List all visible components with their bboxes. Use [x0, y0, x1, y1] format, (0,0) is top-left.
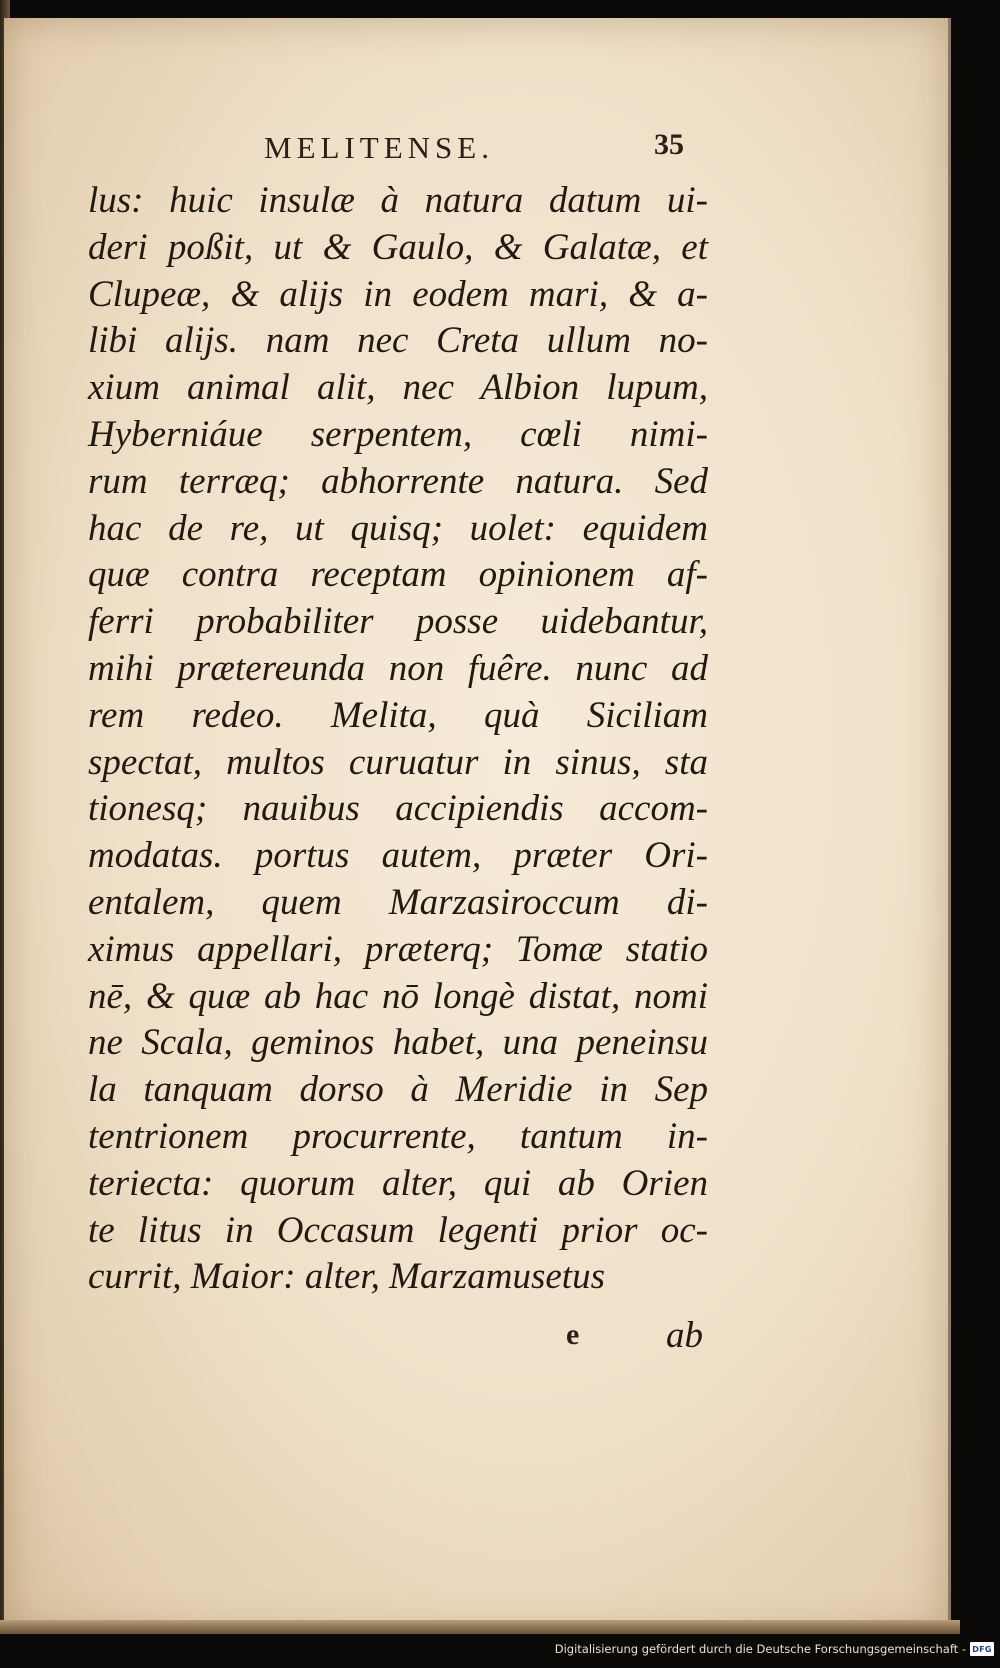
dfg-logo: [970, 1642, 994, 1656]
text-line: ne Scala, geminos habet, una peneinsu: [88, 1022, 708, 1064]
dfg-logo-text: DFG: [972, 1644, 992, 1654]
text-line: hac de re, ut quisq; uolet: equidem: [88, 507, 708, 549]
text-line: te litus in Occasum legenti prior oc-: [88, 1209, 708, 1251]
text-line: currit, Maior: alter, Marzamusetus: [88, 1256, 605, 1298]
text-line: ferri probabiliter posse uidebantur,: [88, 601, 708, 643]
catchword: ab: [666, 1315, 703, 1356]
funding-credit: Digitalisierung gefördert durch die Deutsche Forschungsgemeinschaft -: [554, 1642, 966, 1656]
text-line: xium animal alit, nec Albion lupum,: [88, 367, 708, 409]
text-line: lus: huic insulæ à natura datum ui-: [88, 180, 708, 221]
text-line: Hyberniáue serpentem, cœli nimi-: [88, 413, 708, 455]
signature-mark: e: [566, 1318, 580, 1351]
text-line: tionesq; nauibus accipiendis accom-: [88, 788, 708, 830]
text-line: tentrionem procurrente, tantum in-: [88, 1115, 708, 1157]
text-line: libi alijs. nam nec Creta ullum no-: [88, 320, 708, 362]
book-edge-bottom: [0, 1620, 960, 1634]
text-line: entalem, quem Marzasiroccum di-: [88, 881, 708, 923]
text-line: la tanquam dorso à Meridie in Sep: [88, 1069, 708, 1111]
text-line: teriecta: quorum alter, qui ab Orien: [88, 1162, 708, 1204]
text-line: quæ contra receptam opinionem af-: [88, 554, 708, 596]
page-number: 35: [654, 128, 684, 161]
text-line: spectat, multos curuatur in sinus, sta: [88, 741, 708, 783]
catchword-row: [4, 1315, 948, 1364]
text-line: nē, & quæ ab hac nō longè distat, nomi: [88, 975, 708, 1017]
book-page: [4, 18, 951, 1634]
footer-bar: [0, 1634, 1000, 1668]
text-line: Clupeæ, & alijs in eodem mari, & a-: [88, 273, 708, 315]
text-line: deri poßit, ut & Gaulo, & Galatæ, et: [88, 226, 708, 268]
running-title: MELITENSE.: [264, 130, 494, 165]
text-line: modatas. portus autem, præter Ori-: [88, 835, 708, 877]
text-line: rem redeo. Melita, quà Siciliam: [88, 694, 708, 736]
text-line: ximus appellari, præterq; Tomæ statio: [88, 928, 708, 970]
text-line: rum terræq; abhorrente natura. Sed: [88, 460, 708, 502]
page-header: [4, 122, 948, 172]
text-line: mihi prætereunda non fuêre. nunc ad: [88, 647, 708, 689]
body-text: [88, 178, 708, 1301]
